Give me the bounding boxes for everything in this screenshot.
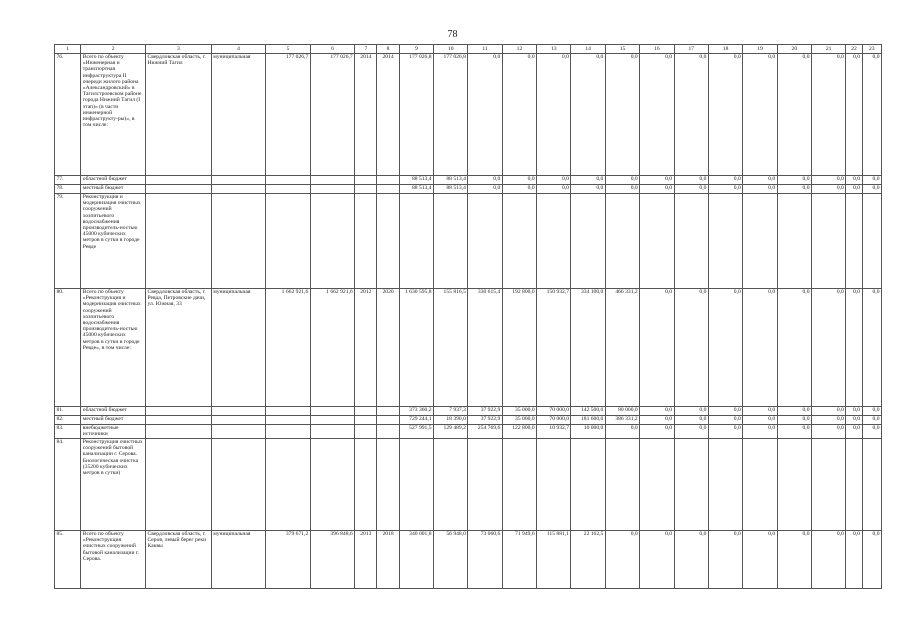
ownership-cell [211, 194, 266, 289]
contract-cost-cell: 1 662 921,6 [310, 289, 354, 407]
funding-cell: 0,0 [777, 176, 811, 185]
funding-cell: 0,0 [777, 416, 811, 425]
row-number-cell: 85. [55, 531, 81, 589]
start-year-cell: 2014 [355, 54, 377, 176]
estimated-cost-cell: 379 671,2 [266, 531, 310, 589]
end-year-cell: 2014 [377, 54, 399, 176]
start-year-cell [355, 439, 377, 531]
funding-cell: 0,0 [605, 185, 639, 194]
total-funding-cell: 88 513,4 [399, 176, 433, 185]
contract-cost-cell [310, 439, 354, 531]
funding-cell: 0,0 [571, 176, 605, 185]
funding-cell: 0,0 [537, 54, 571, 176]
table-row [55, 54, 882, 176]
col-header: 15 [605, 45, 639, 54]
funding-cell: 0,0 [812, 416, 846, 425]
start-year-cell [355, 425, 377, 439]
funding-cell: 0,0 [640, 425, 674, 439]
funding-cell: 10 000,0 [571, 425, 605, 439]
start-year-cell [355, 407, 377, 416]
funding-cell: 35 000,0 [502, 407, 536, 416]
funding-cell: 0,0 [605, 176, 639, 185]
end-year-cell [377, 194, 399, 289]
funding-cell [777, 194, 811, 289]
col-header: 3 [145, 45, 211, 54]
row-number-cell: 84. [55, 439, 81, 531]
table-row [55, 194, 882, 289]
funding-cell: 0,0 [674, 54, 708, 176]
end-year-cell [377, 439, 399, 531]
funding-cell: 0,0 [846, 176, 862, 185]
funding-cell: 0,0 [640, 289, 674, 407]
funding-cell: 0,0 [846, 407, 862, 416]
funding-cell: 56 948,0 [434, 531, 468, 589]
start-year-cell [355, 176, 377, 185]
funding-cell: 0,0 [777, 531, 811, 589]
total-funding-cell: 729 244,1 [399, 416, 433, 425]
funding-cell [777, 439, 811, 531]
funding-cell: 0,0 [640, 407, 674, 416]
table-row [55, 531, 882, 589]
funding-cell: 0,0 [743, 407, 777, 416]
funding-cell: 0,0 [862, 531, 881, 589]
funding-cell: 0,0 [862, 425, 881, 439]
funding-cell: 0,0 [640, 416, 674, 425]
funding-cell: 80 000,0 [605, 407, 639, 416]
funding-cell [640, 194, 674, 289]
funding-cell: 0,0 [502, 185, 536, 194]
ownership-cell [211, 407, 266, 416]
funding-cell: 0,0 [708, 416, 742, 425]
funding-cell: 0,0 [846, 185, 862, 194]
funding-cell: 70 000,0 [537, 416, 571, 425]
funding-cell: 150 932,7 [537, 289, 571, 407]
funding-cell [812, 194, 846, 289]
funding-cell: 0,0 [674, 176, 708, 185]
funding-cell: 0,0 [777, 289, 811, 407]
funding-cell: 0,0 [605, 531, 639, 589]
col-header: 9 [399, 45, 433, 54]
col-header: 23 [862, 45, 881, 54]
estimated-cost-cell [266, 407, 310, 416]
estimated-cost-cell [266, 416, 310, 425]
funding-cell: 0,0 [708, 407, 742, 416]
ownership-cell [211, 176, 266, 185]
funding-cell: 37 922,9 [468, 407, 502, 416]
location-cell [145, 425, 211, 439]
funding-cell: 0,0 [777, 425, 811, 439]
col-header: 13 [537, 45, 571, 54]
funding-cell: 155 816,5 [434, 289, 468, 407]
object-name-cell: Всего по объекту «Инженерная и транспортная инфраструктура II очереди жилого района «Александровский» в Тагилстроевском районе города Нижний Тагил (I этап)» (в части инженерной инфраструкту-ры)», в том числе: [81, 54, 146, 176]
funding-cell: 0,0 [537, 176, 571, 185]
contract-cost-cell: 396 848,6 [310, 531, 354, 589]
funding-cell [846, 439, 862, 531]
funding-cell [846, 194, 862, 289]
row-number-cell: 79. [55, 194, 81, 289]
start-year-cell [355, 194, 377, 289]
col-header: 21 [812, 45, 846, 54]
col-header: 1 [55, 45, 81, 54]
funding-cell [502, 439, 536, 531]
object-name-cell: областной бюджет [81, 176, 146, 185]
location-cell [145, 185, 211, 194]
funding-cell [537, 439, 571, 531]
funding-cell [674, 194, 708, 289]
funding-cell: 0,0 [862, 416, 881, 425]
end-year-cell [377, 425, 399, 439]
funding-cell: 0,0 [468, 176, 502, 185]
funding-cell: 0,0 [708, 289, 742, 407]
funding-cell: 0,0 [777, 185, 811, 194]
funding-cell: 0,0 [743, 425, 777, 439]
funding-cell [862, 194, 881, 289]
object-name-cell: местный бюджет [81, 185, 146, 194]
funding-cell: 0,0 [640, 54, 674, 176]
col-header: 19 [743, 45, 777, 54]
col-header: 8 [377, 45, 399, 54]
funding-cell: 0,0 [846, 425, 862, 439]
funding-cell: 0,0 [743, 54, 777, 176]
location-cell [145, 194, 211, 289]
column-number-row [55, 45, 882, 54]
funding-cell: 0,0 [777, 54, 811, 176]
col-header: 2 [81, 45, 146, 54]
estimated-cost-cell: 177 026,7 [266, 54, 310, 176]
ownership-cell [211, 416, 266, 425]
funding-cell: 0,0 [674, 416, 708, 425]
funding-cell: 0,0 [708, 531, 742, 589]
funding-cell: 0,0 [743, 185, 777, 194]
funding-cell [640, 439, 674, 531]
funding-cell: 0,0 [812, 531, 846, 589]
funding-cell: 22 162,5 [571, 531, 605, 589]
funding-cell: 0,0 [605, 425, 639, 439]
location-cell [145, 439, 211, 531]
funding-cell: 330 615,4 [468, 289, 502, 407]
funding-cell: 334 100,0 [571, 289, 605, 407]
funding-cell [537, 194, 571, 289]
end-year-cell: 2020 [377, 289, 399, 407]
total-funding-cell: 177 026,8 [399, 54, 433, 176]
funding-cell: 0,0 [537, 185, 571, 194]
funding-cell: 37 922,9 [468, 416, 502, 425]
table-row [55, 407, 882, 416]
object-name-cell: Реконструкция очистных сооружений бытовой канализации г. Серова. Биологическая очистка (35200 кубических метров в сутки) [81, 439, 146, 531]
funding-cell: 0,0 [812, 425, 846, 439]
funding-cell [605, 439, 639, 531]
object-name-cell: Реконструкция и модернизация очистных сооружений хозпитьевого водоснабжения производитель-ностью 45000 кубических метров в сутки в городе Ревде [81, 194, 146, 289]
table-row [55, 416, 882, 425]
funding-cell [708, 194, 742, 289]
col-header: 10 [434, 45, 468, 54]
funding-cell: 0,0 [846, 531, 862, 589]
location-cell: Свердловская область, г. Ревда, Петровские дачи, ул. Южная, 33 [145, 289, 211, 407]
row-number-cell: 80. [55, 289, 81, 407]
funding-cell: 0,0 [743, 416, 777, 425]
col-header: 20 [777, 45, 811, 54]
budget-table [54, 44, 882, 589]
funding-cell [862, 439, 881, 531]
funding-cell: 0,0 [708, 176, 742, 185]
object-name-cell: местный бюджет [81, 416, 146, 425]
estimated-cost-cell [266, 439, 310, 531]
object-name-cell: Всего по объекту «Реконструкция и модернизация очистных сооружений хозпитьевого водоснабжения производитель-ностью 45000 кубических метров в сутки в городе Ревде», в том числе: [81, 289, 146, 407]
row-number-cell: 81. [55, 407, 81, 416]
funding-cell [674, 439, 708, 531]
funding-cell [434, 194, 468, 289]
funding-cell: 122 800,0 [502, 425, 536, 439]
row-number-cell: 83. [55, 425, 81, 439]
funding-cell [468, 194, 502, 289]
funding-cell: 0,0 [502, 176, 536, 185]
table-row [55, 439, 882, 531]
estimated-cost-cell [266, 194, 310, 289]
funding-cell: 88 513,4 [434, 176, 468, 185]
location-cell: Свердловская область, г. Нижний Тагил [145, 54, 211, 176]
col-header: 18 [708, 45, 742, 54]
object-name-cell: областной бюджет [81, 407, 146, 416]
funding-cell: 0,0 [862, 289, 881, 407]
funding-cell: 0,0 [812, 289, 846, 407]
ownership-cell: муниципальная [211, 289, 266, 407]
contract-cost-cell [310, 425, 354, 439]
start-year-cell: 2013 [355, 531, 377, 589]
funding-cell [605, 194, 639, 289]
total-funding-cell [399, 439, 433, 531]
col-header: 14 [571, 45, 605, 54]
contract-cost-cell [310, 407, 354, 416]
total-funding-cell: 373 360,2 [399, 407, 433, 416]
funding-cell: 0,0 [777, 407, 811, 416]
total-funding-cell: 88 513,4 [399, 185, 433, 194]
col-header: 7 [355, 45, 377, 54]
funding-cell: 254 769,6 [468, 425, 502, 439]
funding-cell: 0,0 [812, 185, 846, 194]
funding-cell: 386 331,2 [605, 416, 639, 425]
row-number-cell: 77. [55, 176, 81, 185]
contract-cost-cell [310, 194, 354, 289]
funding-cell: 0,0 [640, 176, 674, 185]
estimated-cost-cell [266, 425, 310, 439]
col-header: 6 [310, 45, 354, 54]
funding-cell: 0,0 [708, 185, 742, 194]
ownership-cell: муниципальная [211, 54, 266, 176]
funding-cell: 0,0 [846, 416, 862, 425]
funding-cell: 0,0 [468, 54, 502, 176]
funding-cell: 0,0 [674, 185, 708, 194]
funding-cell: 73 060,6 [468, 531, 502, 589]
funding-cell [571, 194, 605, 289]
funding-cell: 88 513,4 [434, 185, 468, 194]
ownership-cell [211, 185, 266, 194]
row-number-cell: 76. [55, 54, 81, 176]
location-cell: Свердловская область, г. Серов, левый берег реки Каквы [145, 531, 211, 589]
location-cell [145, 176, 211, 185]
funding-cell: 466 331,2 [605, 289, 639, 407]
funding-cell [743, 194, 777, 289]
funding-cell: 0,0 [743, 176, 777, 185]
ownership-cell [211, 425, 266, 439]
contract-cost-cell: 177 026,7 [310, 54, 354, 176]
funding-cell: 35 000,0 [502, 416, 536, 425]
funding-cell: 0,0 [468, 185, 502, 194]
funding-cell: 0,0 [846, 54, 862, 176]
col-header: 12 [502, 45, 536, 54]
end-year-cell: 2018 [377, 531, 399, 589]
funding-cell: 0,0 [708, 425, 742, 439]
funding-cell: 7 937,3 [434, 407, 468, 416]
col-header: 5 [266, 45, 310, 54]
funding-cell: 177 026,8 [434, 54, 468, 176]
total-funding-cell: 1 630 595,8 [399, 289, 433, 407]
funding-cell: 192 800,0 [502, 289, 536, 407]
funding-cell: 0,0 [812, 407, 846, 416]
funding-cell: 0,0 [571, 185, 605, 194]
funding-cell [708, 439, 742, 531]
page-number: 78 [447, 29, 458, 40]
table-row [55, 176, 882, 185]
contract-cost-cell [310, 176, 354, 185]
funding-cell: 142 500,0 [571, 407, 605, 416]
row-number-cell: 78. [55, 185, 81, 194]
funding-cell: 0,0 [674, 289, 708, 407]
object-name-cell: Всего по объекту «Реконструкция очистных сооружений бытовой канализации г. Серова. [81, 531, 146, 589]
total-funding-cell: 340 001,8 [399, 531, 433, 589]
col-header: 22 [846, 45, 862, 54]
funding-cell: 0,0 [640, 531, 674, 589]
funding-cell [434, 439, 468, 531]
end-year-cell [377, 185, 399, 194]
funding-cell [468, 439, 502, 531]
funding-cell: 71 949,6 [502, 531, 536, 589]
funding-cell: 70 000,0 [537, 407, 571, 416]
funding-cell: 0,0 [571, 54, 605, 176]
funding-cell: 181 600,0 [571, 416, 605, 425]
funding-cell: 0,0 [674, 531, 708, 589]
table-row [55, 185, 882, 194]
col-header: 11 [468, 45, 502, 54]
start-year-cell: 2012 [355, 289, 377, 407]
table-row [55, 289, 882, 407]
end-year-cell [377, 176, 399, 185]
funding-cell: 10 932,7 [537, 425, 571, 439]
end-year-cell [377, 416, 399, 425]
end-year-cell [377, 407, 399, 416]
table-row [55, 425, 882, 439]
funding-cell: 0,0 [640, 185, 674, 194]
funding-cell: 0,0 [862, 54, 881, 176]
col-header: 4 [211, 45, 266, 54]
funding-cell [502, 194, 536, 289]
funding-cell: 0,0 [846, 289, 862, 407]
funding-cell: 0,0 [605, 54, 639, 176]
ownership-cell: муниципальная [211, 531, 266, 589]
funding-cell: 0,0 [862, 185, 881, 194]
object-name-cell: внебюджетные источники [81, 425, 146, 439]
estimated-cost-cell [266, 185, 310, 194]
funding-cell: 0,0 [502, 54, 536, 176]
total-funding-cell: 527 991,5 [399, 425, 433, 439]
col-header: 17 [674, 45, 708, 54]
funding-cell: 0,0 [674, 407, 708, 416]
funding-cell: 0,0 [743, 289, 777, 407]
funding-cell: 115 881,1 [537, 531, 571, 589]
funding-cell: 0,0 [862, 176, 881, 185]
total-funding-cell [399, 194, 433, 289]
funding-cell: 0,0 [708, 54, 742, 176]
start-year-cell [355, 416, 377, 425]
funding-cell: 0,0 [862, 407, 881, 416]
ownership-cell [211, 439, 266, 531]
location-cell [145, 416, 211, 425]
funding-cell: 18 390,0 [434, 416, 468, 425]
funding-cell: 0,0 [743, 531, 777, 589]
start-year-cell [355, 185, 377, 194]
funding-cell: 0,0 [812, 54, 846, 176]
funding-cell: 0,0 [812, 176, 846, 185]
col-header: 16 [640, 45, 674, 54]
estimated-cost-cell [266, 176, 310, 185]
location-cell [145, 407, 211, 416]
funding-cell [812, 439, 846, 531]
contract-cost-cell [310, 185, 354, 194]
funding-cell: 0,0 [674, 425, 708, 439]
funding-cell: 129 489,2 [434, 425, 468, 439]
row-number-cell: 82. [55, 416, 81, 425]
funding-cell [571, 439, 605, 531]
estimated-cost-cell: 1 662 921,6 [266, 289, 310, 407]
funding-cell [743, 439, 777, 531]
contract-cost-cell [310, 416, 354, 425]
